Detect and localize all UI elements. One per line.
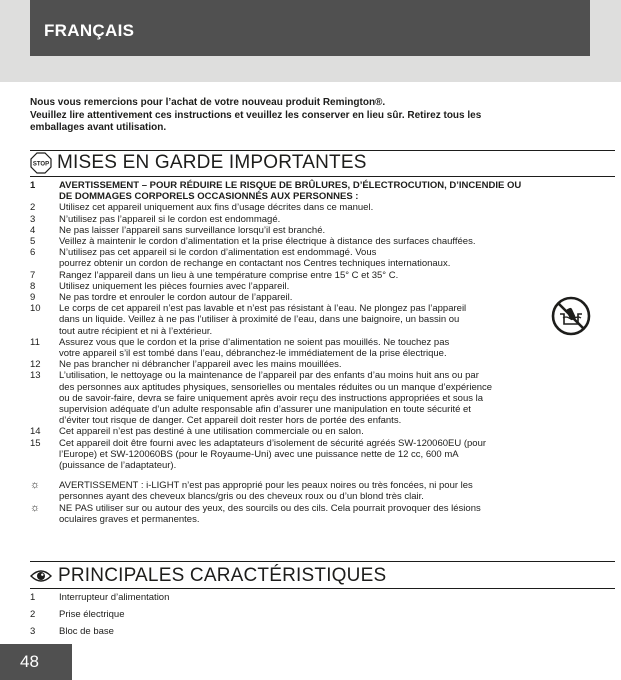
list-item: 2 Utilisez cet appareil uniquement aux fins d’usage décrites dans ce manuel. (30, 202, 374, 214)
list-item: 14 Cet appareil n’est pas destiné à une utilisation commerciale ou en salon. (30, 426, 364, 438)
list-item: 7 Rangez l’appareil dans un lieu à une température comprise entre 15° C et 35° C. (30, 269, 399, 281)
warnings-title: MISES EN GARDE IMPORTANTES (57, 152, 367, 173)
warnings-list (30, 180, 620, 525)
intro-line: Nous vous remercions pour l’achat de votre nouveau produit Remington®. (30, 97, 386, 108)
page-number-tab (0, 644, 72, 680)
warning-note: ☼ AVERTISSEMENT : i-LIGHT n’est pas approprié pour les peaux noires ou très foncées, ni pour les personnes ayant des cheveux blancs/gris ou des cheveux roux ou d’un blond très clair. (30, 479, 473, 503)
list-item: 15 Cet appareil doit être fourni avec les adaptateurs d’isolement de sécurité agréés SW-120060EU (pour l’Europe) et SW-120060BS (pour le Royaume-Uni) avec une puissance nette de 12 cc, 600 mA (puissance de l’adaptateur). (30, 437, 487, 472)
list-item: 5 Veillez à maintenir le cordon d’alimentation et la prise électrique à distance des surfaces chauffées. (30, 236, 476, 248)
list-item: 1 Interrupteur d’alimentation (30, 592, 170, 603)
section-rule-top (30, 150, 615, 151)
list-item: 8 Utilisez uniquement les pièces fournies avec l’appareil. (30, 280, 290, 292)
eye-icon (30, 568, 52, 584)
language-label: FRANÇAIS (44, 21, 135, 40)
list-item: 11 Assurez vous que le cordon et la prise d’alimentation ne soient pas mouillés. Ne touchez pas votre appareil s’il est tombé dans l’eau, débranchez-le immédiatement de la prise électrique. (30, 336, 450, 360)
list-item: 3 Bloc de base (30, 626, 114, 637)
features-list (30, 592, 330, 643)
sun-icon: ☼ (30, 501, 41, 514)
list-item: 3 N’utilisez pas l’appareil si le cordon est endommagé. (30, 213, 281, 225)
sun-icon: ☼ (30, 479, 41, 492)
list-item: 4 Ne pas laisser l’appareil sans surveillance lorsqu’il est branché. (30, 224, 326, 236)
list-item: 9 Ne pas tordre et enrouler le cordon autour de l’appareil. (30, 292, 293, 304)
features-heading (30, 565, 386, 587)
list-item: 2 Prise électrique (30, 609, 125, 620)
page-number: 48 (20, 652, 39, 671)
warning-note: ☼ NE PAS utiliser sur ou autour des yeux, des sourcils ou des cils. Cela pourrait provoquer des lésions oculaires graves et permanentes. (30, 501, 481, 525)
stop-icon (30, 152, 52, 174)
intro-line: Veuillez lire attentivement ces instructions et veuillez les conserver en lieu sûr. Retirez tous les (30, 109, 482, 121)
no-immersion-icon (551, 296, 591, 336)
section-rule-top (30, 561, 615, 562)
warnings-heading (30, 152, 367, 174)
features-title: PRINCIPALES CARACTÉRISTIQUES (58, 565, 387, 586)
list-item: 10 Le corps de cet appareil n’est pas lavable et n’est pas résistant à l’eau. Ne plongez pas l’appareil dans un liquide. Veillez à ne pas l’utiliser à proximité de l’eau, dans une baignoire, un bassin ou tout autre récipient et ni à l’extérieur. (30, 303, 467, 337)
list-item: 1 AVERTISSEMENT – POUR RÉDUIRE LE RISQUE DE BRÛLURES, D’ÉLECTROCUTION, D’INCENDIE OU DE DOMMAGES CORPORELS OCCASIONNÉS AUX PERSONNES : (30, 180, 522, 203)
section-rule-bottom (30, 588, 615, 589)
language-tab (30, 0, 590, 56)
intro-line: emballages avant utilisation. (30, 122, 167, 133)
section-rule-bottom (30, 176, 615, 177)
stop-icon-label: STOP (32, 161, 50, 168)
list-item: 6 N’utilisez pas cet appareil si le cordon d’alimentation est endommagé. Vous pourrez obtenir un cordon de rechange en contactant nos Centres techniques internationaux. (30, 247, 451, 270)
list-item: 13 L’utilisation, le nettoyage ou la maintenance de l’appareil par des enfants d’au moins huit ans ou par des personnes aux aptitudes physiques, sensorielles ou mentales réduites ou un manque d’expérience ou de savoir-faire, devra se faire uniquement après avoir reçu des instructions appropriées et sous la supervision adéquate d’un adulte responsable afin d’assurer une manipulation en toute sécurité et d’éviter tout risque de danger. Cet appareil doit rester hors de portée des enfants. (30, 370, 493, 427)
list-item: 12 Ne pas brancher ni débrancher l’appareil avec les mains mouillées. (30, 359, 342, 371)
intro-text (30, 97, 590, 135)
